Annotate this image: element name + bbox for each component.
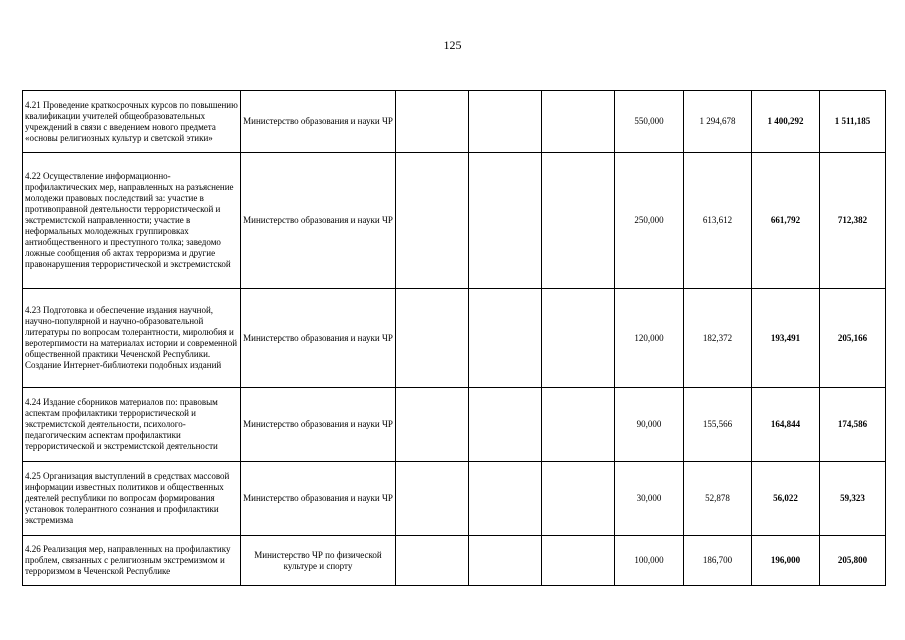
amount-cell: 193,491 (752, 289, 820, 388)
table-row (23, 153, 886, 289)
amount-cell: 174,586 (820, 388, 886, 462)
amount-cell: 100,000 (615, 536, 684, 586)
amount-cell: 712,382 (820, 153, 886, 289)
measure-name: 4.24 Издание сборников материалов по: правовым аспектам профилактики террористической и экстремистской деятельности, психолого-педагогическим аспектам профилактики террористической и экстремистской деятельности (23, 388, 241, 462)
amount-cell: 56,022 (752, 462, 820, 536)
executor: Министерство ЧР по физической культуре и спорту (241, 536, 396, 586)
amount-cell: 164,844 (752, 388, 820, 462)
amount-cell: 661,792 (752, 153, 820, 289)
table-row (23, 289, 886, 388)
empty-cell (542, 388, 615, 462)
amount-cell: 155,566 (684, 388, 752, 462)
table-row (23, 91, 886, 153)
table-row (23, 462, 886, 536)
empty-cell (396, 153, 469, 289)
empty-cell (542, 91, 615, 153)
amount-cell: 1 400,292 (752, 91, 820, 153)
amount-cell: 205,800 (820, 536, 886, 586)
amount-cell: 196,000 (752, 536, 820, 586)
amount-cell: 52,878 (684, 462, 752, 536)
amount-cell: 182,372 (684, 289, 752, 388)
amount-cell: 250,000 (615, 153, 684, 289)
amount-cell: 59,323 (820, 462, 886, 536)
empty-cell (542, 536, 615, 586)
empty-cell (469, 153, 542, 289)
table-row (23, 536, 886, 586)
empty-cell (542, 289, 615, 388)
amount-cell: 1 294,678 (684, 91, 752, 153)
executor: Министерство образования и науки ЧР (241, 91, 396, 153)
empty-cell (396, 91, 469, 153)
measure-name: 4.26 Реализация мер, направленных на профилактику проблем, связанных с религиозным экстремизмом и терроризмом в Чеченской Республике (23, 536, 241, 586)
amount-cell: 613,612 (684, 153, 752, 289)
measure-name: 4.21 Проведение краткосрочных курсов по повышению квалификации учителей общеобразовательных учреждений в связи с введением нового предмета «основы религиозных культур и светской этики» (23, 91, 241, 153)
amount-cell: 120,000 (615, 289, 684, 388)
amount-cell: 186,700 (684, 536, 752, 586)
empty-cell (396, 289, 469, 388)
amount-cell: 90,000 (615, 388, 684, 462)
executor: Министерство образования и науки ЧР (241, 153, 396, 289)
empty-cell (396, 536, 469, 586)
amount-cell: 30,000 (615, 462, 684, 536)
page-number: 125 (443, 38, 462, 52)
amount-cell: 550,000 (615, 91, 684, 153)
measure-name: 4.23 Подготовка и обеспечение издания научной, научно-популярной и научно-образовательной литературы по вопросам толерантности, миролюбия и веротерпимости на материалах истории и современной общественной практики Чеченской Республики. Создание Интернет-библиотеки подобных изданий (23, 289, 241, 388)
executor: Министерство образования и науки ЧР (241, 388, 396, 462)
empty-cell (396, 388, 469, 462)
empty-cell (469, 388, 542, 462)
amount-cell: 205,166 (820, 289, 886, 388)
amount-cell: 1 511,185 (820, 91, 886, 153)
measure-name: 4.22 Осуществление информационно-профилактических мер, направленных на разъяснение молодежи правовых последствий за: участие в противоправной деятельности террористической и экстремистской направленности; участие в неформальных молодежных группировках антиобщественного и преступного толка; заведомо ложные сообщения об актах терроризма и другие правонарушения террористической и экстремистской (23, 153, 241, 289)
empty-cell (469, 462, 542, 536)
empty-cell (542, 153, 615, 289)
table-row (23, 388, 886, 462)
measure-name: 4.25 Организация выступлений в средствах массовой информации известных политиков и общественных деятелей республики по вопросам формирования установок толерантного сознания и профилактики экстремизма (23, 462, 241, 536)
empty-cell (542, 462, 615, 536)
empty-cell (469, 536, 542, 586)
empty-cell (469, 289, 542, 388)
executor: Министерство образования и науки ЧР (241, 289, 396, 388)
empty-cell (396, 462, 469, 536)
executor: Министерство образования и науки ЧР (241, 462, 396, 536)
empty-cell (469, 91, 542, 153)
program-measures-table (22, 90, 886, 586)
